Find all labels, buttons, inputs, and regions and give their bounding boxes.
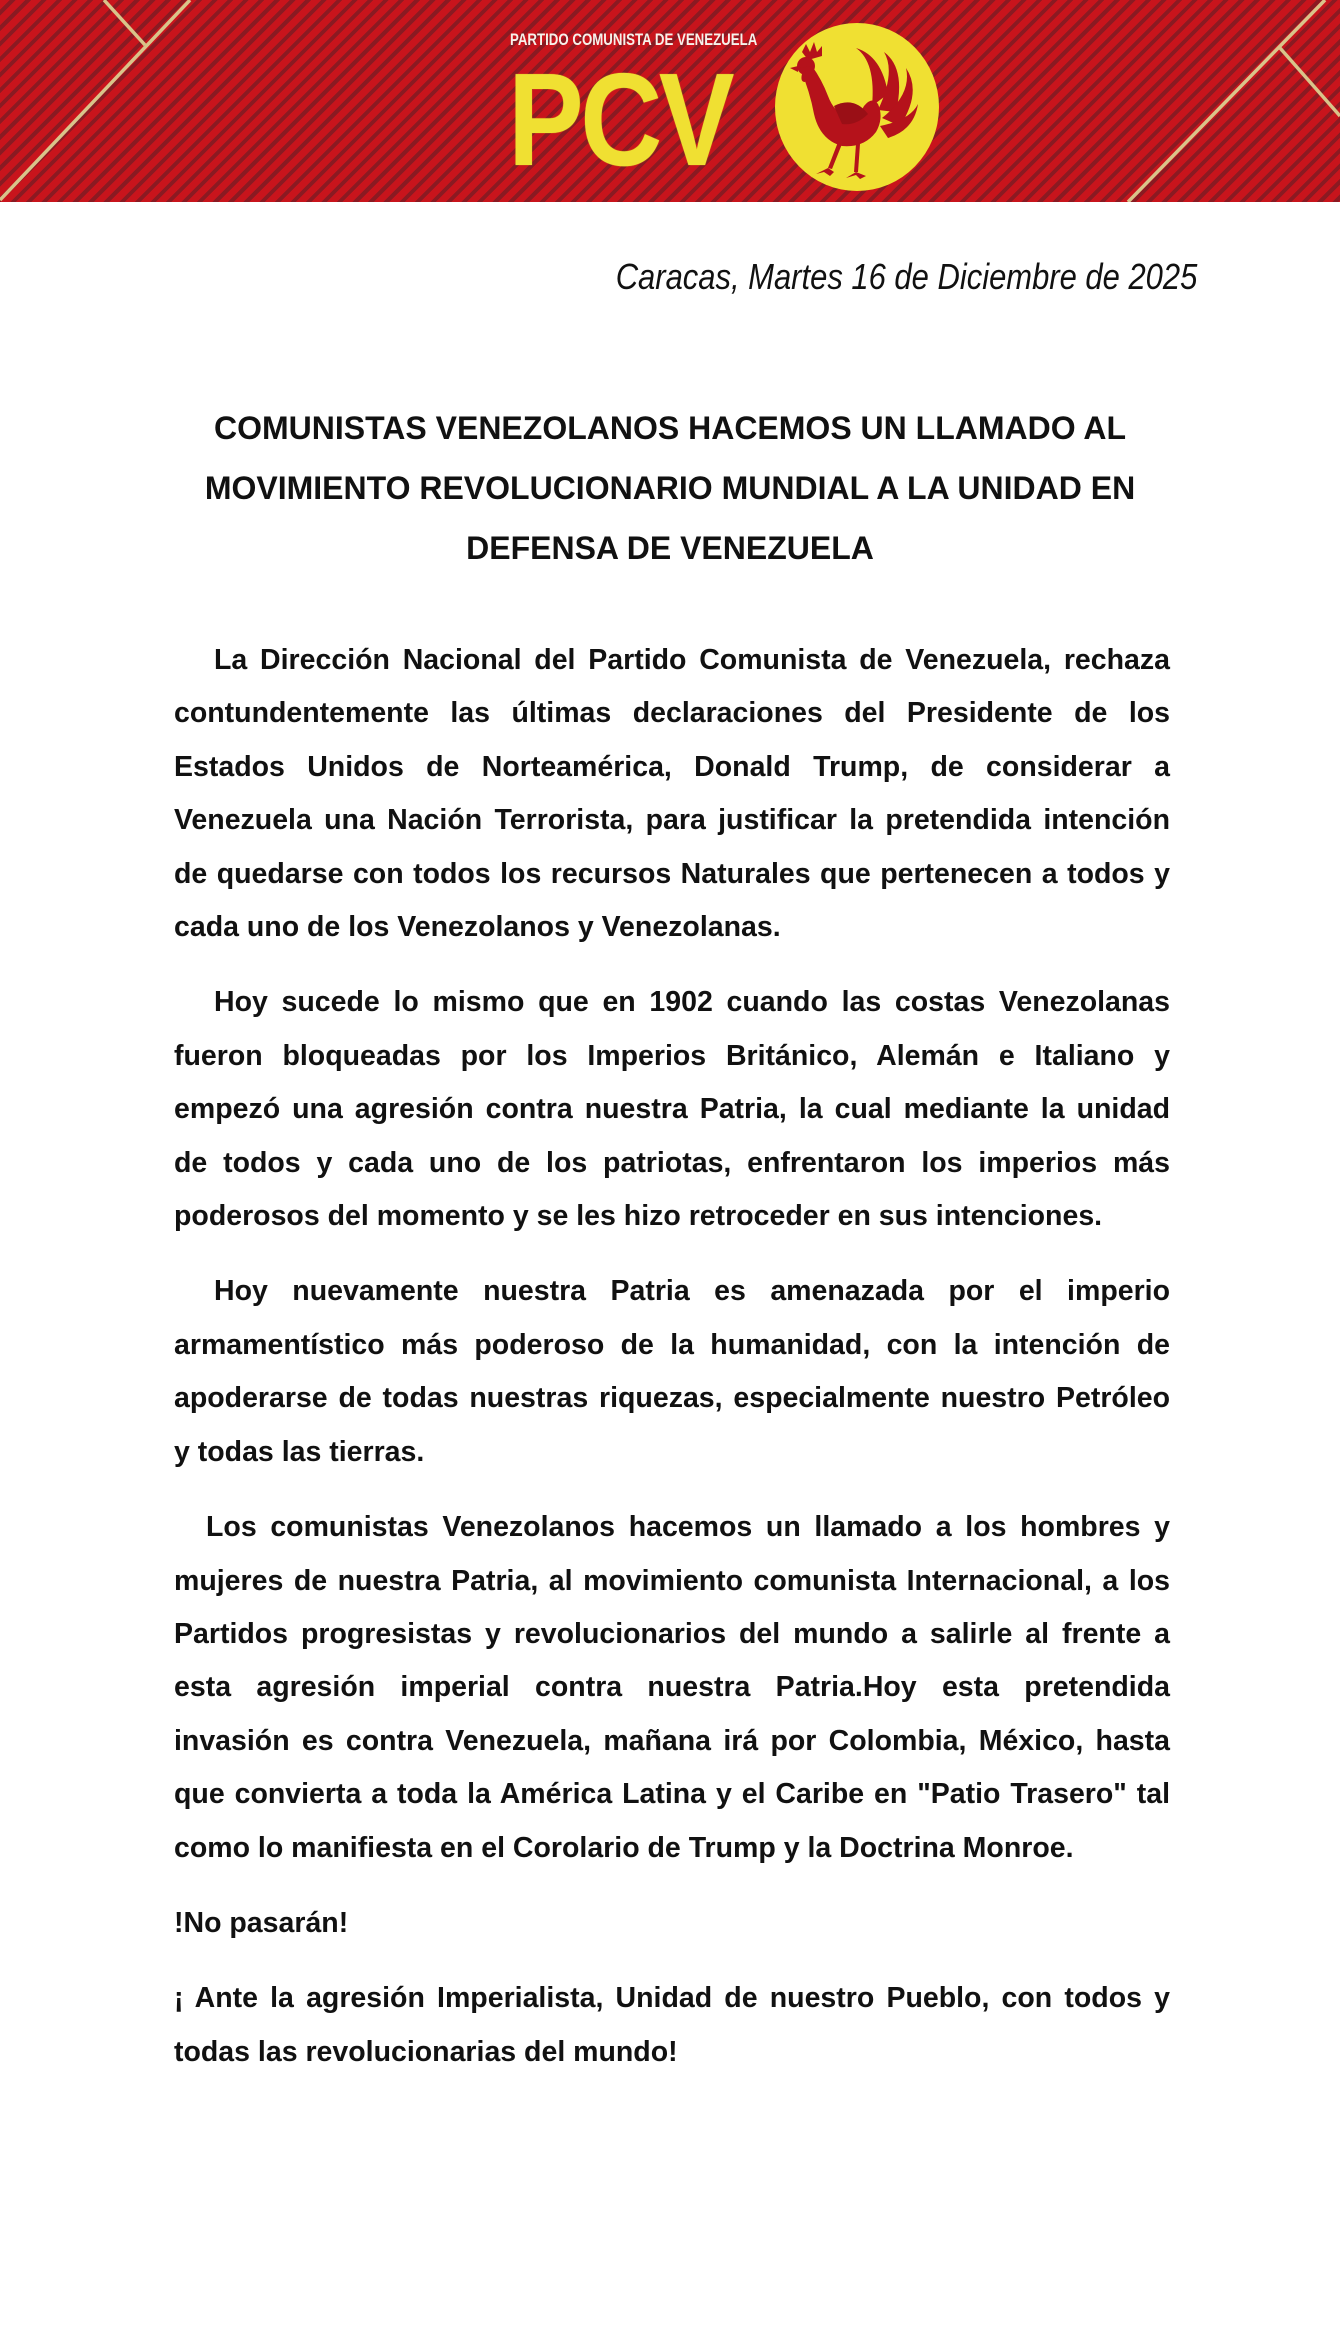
document-title: COMUNISTAS VENEZOLANOS HACEMOS UN LLAMADO AL MOVIMIENTO REVOLUCIONARIO MUNDIAL A LA UNIDAD EN DEFENSA DE VENEZUELA xyxy=(204,410,1136,566)
pcv-logo xyxy=(508,16,938,194)
closing-call: ¡ Ante la agresión Imperialista, Unidad de nuestro Pueblo, con todos y todas las revolucionarias del mundo! xyxy=(174,1982,1170,2068)
header-banner xyxy=(0,0,1340,202)
closing-slogan: !No pasarán! xyxy=(174,1906,349,1939)
date-line: Caracas, Martes 16 de Diciembre de 2025 xyxy=(615,256,1197,297)
logo-subtitle: PARTIDO COMUNISTA DE VENEZUELA xyxy=(510,30,758,49)
logo-acronym: PCV xyxy=(508,46,732,193)
gold-line-left-short xyxy=(104,0,145,45)
paragraph-rejection: La Dirección Nacional del Partido Comunista de Venezuela, rechaza contundentemente las últimas declaraciones del Presidente de los Estados Unidos de Norteamérica, Donald Trump, de considerar a Venezuela una Nación Terrorista, para justificar la pretendida intención de quedarse con todos los recursos Naturales que pertenecen a todos y cada uno de los Venezolanos y Venezolanas. xyxy=(174,644,1170,944)
rooster-icon xyxy=(772,22,942,192)
paragraph-current-threat: Hoy nuevamente nuestra Patria es amenazada por el imperio armamentístico más poderoso de la humanidad, con la intención de apoderarse de todas nuestras riquezas, especialmente nuestro Petróleo y todas las tierras. xyxy=(174,1275,1170,1468)
document-body xyxy=(174,634,1170,2101)
paragraph-history-1902: Hoy sucede lo mismo que en 1902 cuando las costas Venezolanas fueron bloqueadas por los Imperios Británico, Alemán e Italiano y empezó una agresión contra nuestra Patria, la cual mediante la unidad de todos y cada uno de los patriotas, enfrentaron los imperios más poderosos del momento y se les hizo retroceder en sus intenciones. xyxy=(174,986,1170,1233)
paragraph-call-to-unity: Los comunistas Venezolanos hacemos un llamado a los hombres y mujeres de nuestra Patria, al movimiento comunista Internacional, a los Partidos progresistas y revolucionarios del mundo a salirle al frente a esta agresión imperial contra nuestra Patria.Hoy esta pretendida invasión es contra Venezuela, mañana irá por Colombia, México, hasta que convierta a toda la América Latina y el Caribe en "Patio Trasero" tal como lo manifiesta en el Corolario de Trump y la Doctrina Monroe. xyxy=(174,1511,1170,1864)
gold-line-left-long xyxy=(0,0,190,200)
gold-line-right-long xyxy=(1128,0,1325,202)
gold-line-right-short xyxy=(1280,48,1340,116)
